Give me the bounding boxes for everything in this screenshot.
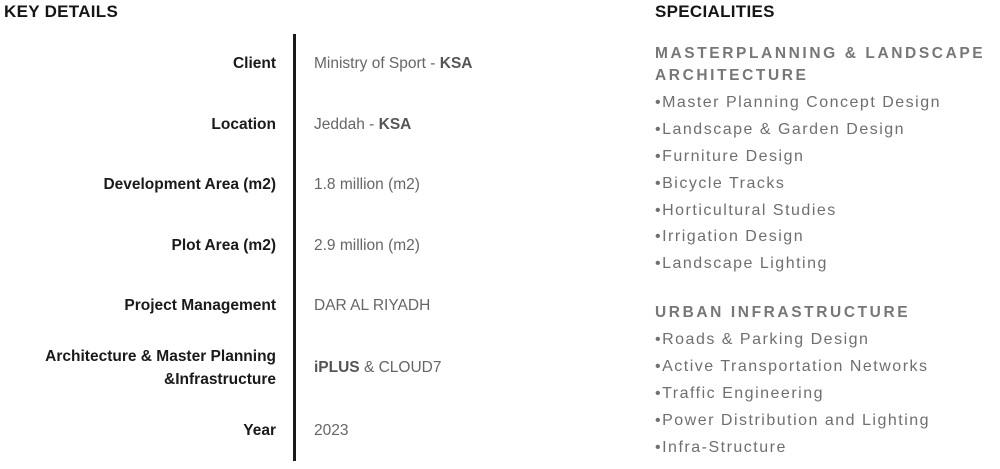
- development-area-label: Development Area (m2): [103, 176, 276, 193]
- architecture-label-line1: Architecture & Master Planning: [45, 348, 276, 365]
- project-management-value: DAR AL RIYADH: [314, 297, 431, 314]
- list-item: •Active Transportation Networks: [655, 357, 929, 375]
- list-item: •Furniture Design: [655, 147, 805, 165]
- spec-section-title-line1: MASTERPLANNING & LANDSCAPE: [655, 45, 986, 62]
- list-item: •Power Distribution and Lighting: [655, 411, 931, 429]
- location-value: Jeddah - KSA: [314, 116, 412, 133]
- client-value: Ministry of Sport - KSA: [314, 55, 473, 72]
- list-item: •Infra-Structure: [655, 438, 787, 456]
- project-management-label: Project Management: [124, 297, 276, 314]
- list-item: •Roads & Parking Design: [655, 331, 870, 348]
- spec-list-landscape: [655, 90, 941, 278]
- list-item: •Horticultural Studies: [655, 201, 837, 219]
- client-label: Client: [232, 55, 276, 72]
- list-item: •Master Planning Concept Design: [655, 94, 942, 111]
- spec-section-title-landscape: [655, 43, 985, 87]
- specialities-heading: SPECIALITIES: [655, 2, 775, 21]
- development-area-value: 1.8 million (m2): [314, 176, 420, 193]
- list-item: •Traffic Engineering: [655, 384, 825, 402]
- vertical-divider: [293, 34, 296, 461]
- key-details-heading: KEY DETAILS: [4, 2, 119, 21]
- year-value: 2023: [314, 422, 349, 439]
- architecture-label-line2: &Infrastructure: [164, 371, 276, 388]
- list-item: •Bicycle Tracks: [655, 174, 786, 192]
- spec-list-infrastructure: [655, 327, 930, 461]
- architecture-value: iPLUS & CLOUD7: [314, 359, 442, 376]
- plot-area-label: Plot Area (m2): [171, 237, 276, 254]
- plot-area-value: 2.9 million (m2): [314, 237, 420, 254]
- spec-section-title-infrastructure: URBAN INFRASTRUCTURE: [655, 304, 911, 321]
- list-item: •Landscape & Garden Design: [655, 120, 906, 138]
- year-label: Year: [243, 422, 276, 439]
- list-item: •Landscape Lighting: [655, 255, 828, 273]
- list-item: •Irrigation Design: [655, 228, 805, 246]
- location-label: Location: [211, 116, 276, 133]
- architecture-label: [0, 345, 276, 391]
- spec-section-title-line2: ARCHITECTURE: [655, 67, 809, 84]
